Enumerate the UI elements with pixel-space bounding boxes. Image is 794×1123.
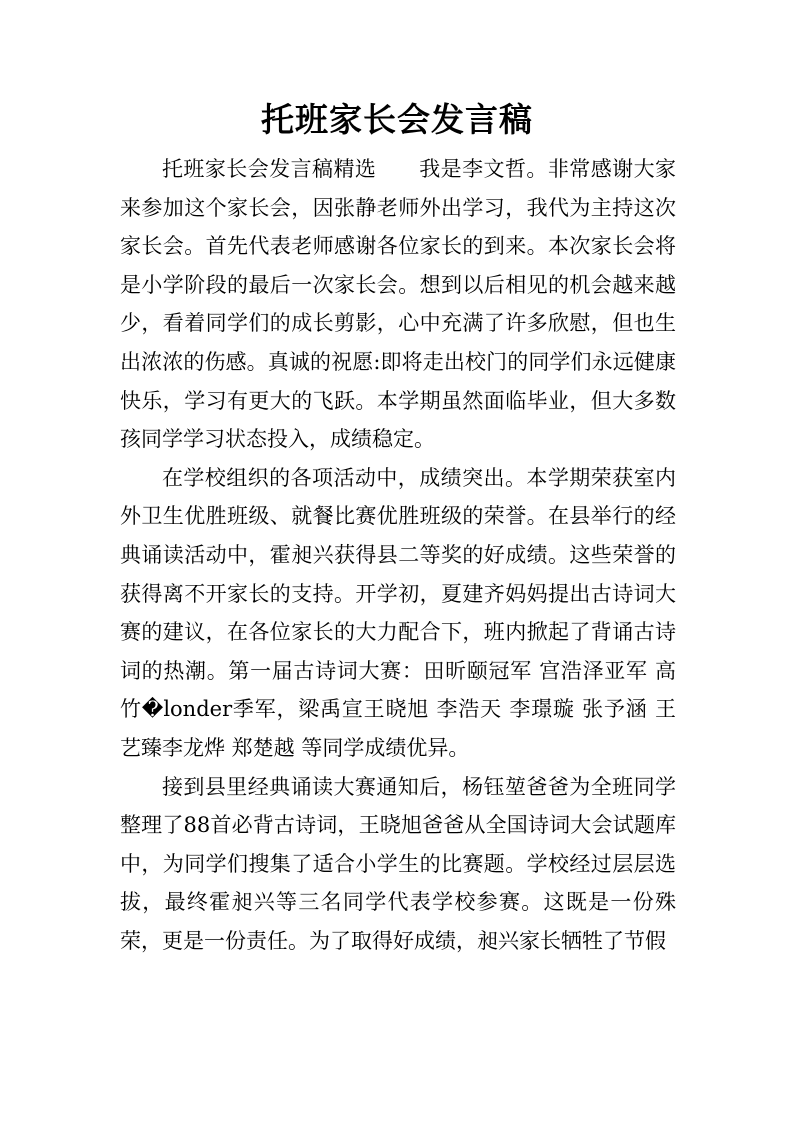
- paragraph-2: 在学校组织的各项活动中，成绩突出。本学期荣获室内外卫生优胜班级、就餐比赛优胜班级的荣誉。在县举行的经典诵读活动中，霍昶兴获得县二等奖的好成绩。这些荣誉的获得离不开家长的支持。开学初，夏建齐妈妈提出古诗词大赛的建议，在各位家长的大力配合下，班内掀起了背诵古诗词的热潮。第一届古诗词大赛：田昕颐冠军 宫浩泽亚军 高竹�londer季军，梁禹宣王晓旭 李浩天 李璟璇 张予涵 王艺臻李龙烨 郑楚越 等同学成绩优异。: [120, 465, 676, 760]
- document-body: [120, 150, 676, 960]
- document-title: 托班家长会发言稿: [261, 100, 533, 139]
- paragraph-1: 托班家长会发言稿精选 我是李文哲。非常感谢大家来参加这个家长会，因张静老师外出学习，我代为主持这次家长会。首先代表老师感谢各位家长的到来。本次家长会将是小学阶段的最后一次家长会。想到以后相见的机会越来越少，看着同学们的成长剪影，心中充满了许多欣慰，但也生出浓浓的伤感。真诚的祝愿:即将走出校门的同学们永远健康快乐，学习有更大的飞跃。本学期虽然面临毕业，但大多数孩同学学习状态投入，成绩稳定。: [120, 157, 676, 452]
- paragraph-3: 接到县里经典诵读大赛通知后，杨钰堃爸爸为全班同学整理了88首必背古诗词，王晓旭爸爸从全国诗词大会试题库中，为同学们搜集了适合小学生的比赛题。学校经过层层选拔，最终霍昶兴等三名同学代表学校参赛。这既是一份殊荣，更是一份责任。为了取得好成绩，昶兴家长牺牲了节假: [120, 774, 676, 953]
